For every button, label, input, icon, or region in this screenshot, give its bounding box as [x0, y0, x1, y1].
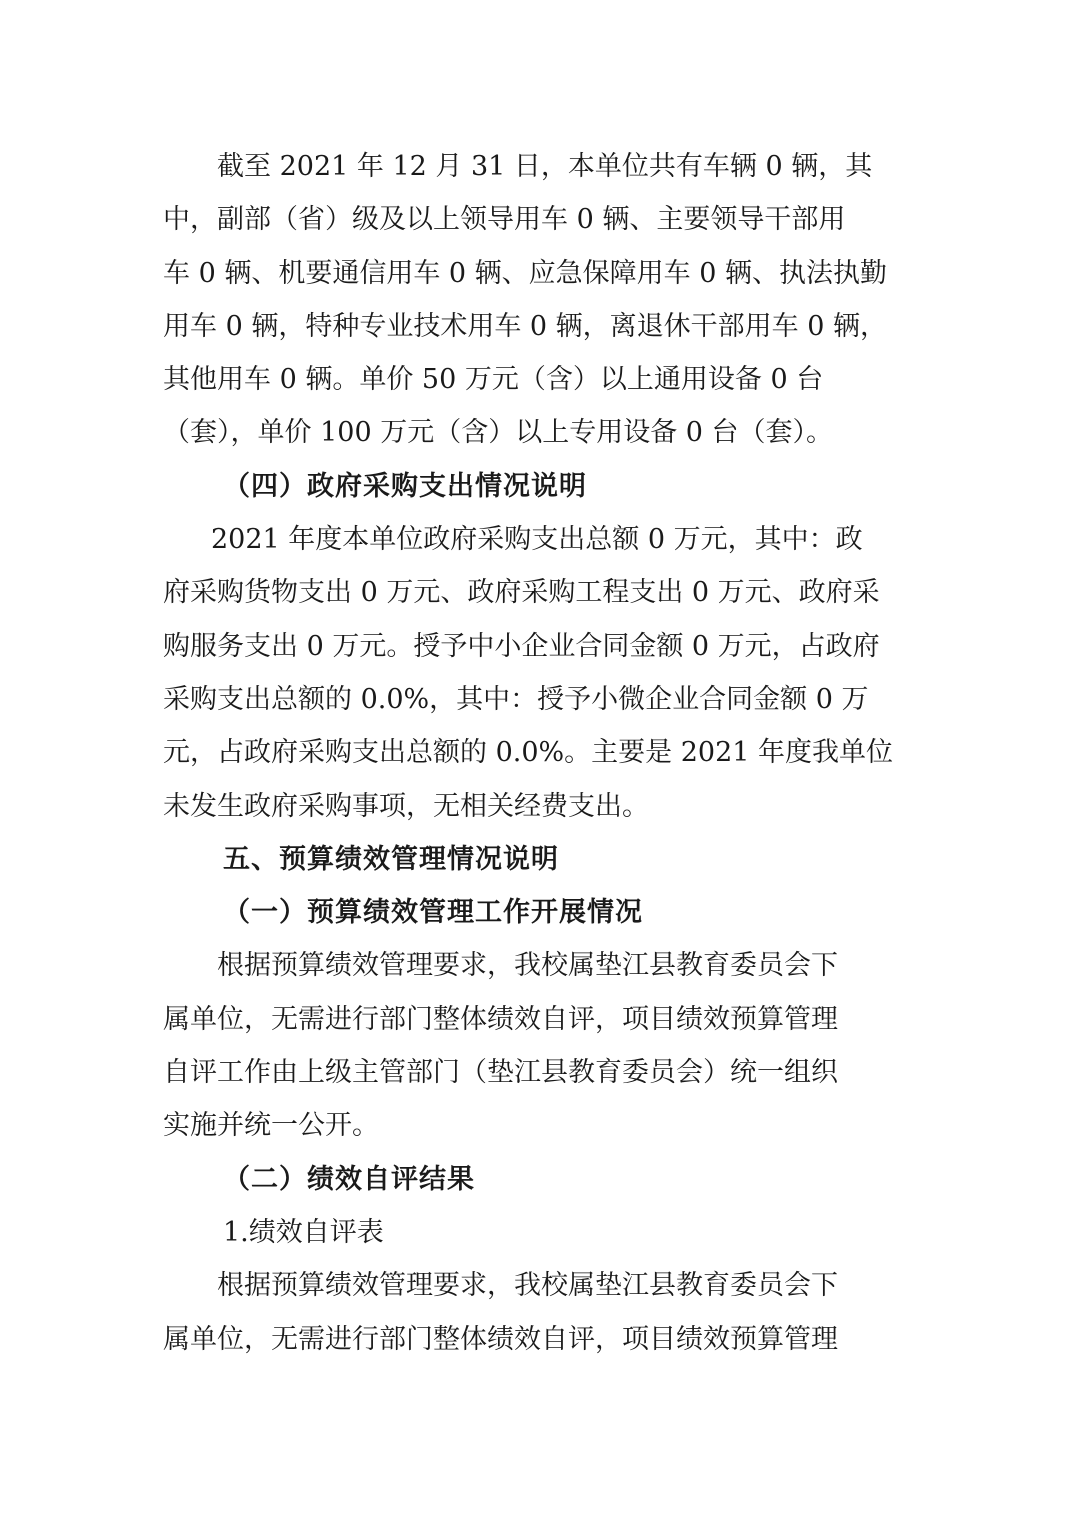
procurement-paragraph-line: 2021 年度本单位政府采购支出总额 0 万元，其中：政: [211, 524, 863, 556]
work-paragraph-line: 属单位，无需进行部门整体绩效自评，项目绩效预算管理: [163, 1003, 838, 1035]
work-paragraph-line: 根据预算绩效管理要求，我校属垫江县教育委员会下: [217, 950, 838, 982]
vehicles-paragraph-line: 截至 2021 年 12 月 31 日，本单位共有车辆 0 辆，其: [217, 151, 873, 182]
procurement-paragraph-line: 府采购货物支出 0 万元、政府采购工程支出 0 万元、政府采: [163, 577, 880, 609]
procurement-paragraph-line: 购服务支出 0 万元。授予中小企业合同金额 0 万元，占政府: [163, 630, 880, 662]
vehicles-paragraph-line: （套），单价 100 万元（含）以上专用设备 0 台（套）。: [163, 417, 834, 449]
work-paragraph-line: 自评工作由上级主管部门（垫江县教育委员会）统一组织: [163, 1057, 838, 1089]
heading-work: （一）预算绩效管理工作开展情况: [223, 897, 643, 929]
procurement-paragraph-line: 未发生政府采购事项，无相关经费支出。: [163, 790, 649, 822]
results-paragraph-line: 属单位，无需进行部门整体绩效自评，项目绩效预算管理: [163, 1323, 838, 1355]
procurement-paragraph-line: 元，占政府采购支出总额的 0.0%。主要是 2021 年度我单位: [163, 737, 894, 769]
vehicles-paragraph-line: 中，副部（省）级及以上领导用车 0 辆、主要领导干部用: [163, 204, 846, 236]
document-body: [163, 140, 913, 1366]
procurement-paragraph-line: 采购支出总额的 0.0%，其中：授予小微企业合同金额 0 万: [163, 683, 869, 715]
heading-results: （二）绩效自评结果: [223, 1163, 475, 1195]
work-paragraph-line: 实施并统一公开。: [163, 1110, 379, 1142]
vehicles-paragraph-line: 其他用车 0 辆。单价 50 万元（含）以上通用设备 0 台: [163, 364, 824, 396]
subheading-table: 1.绩效自评表: [223, 1216, 384, 1248]
heading-section-5: 五、预算绩效管理情况说明: [223, 843, 559, 875]
heading-procurement: （四）政府采购支出情况说明: [223, 470, 587, 502]
results-paragraph-line: 根据预算绩效管理要求，我校属垫江县教育委员会下: [217, 1270, 838, 1302]
vehicles-paragraph-line: 用车 0 辆，特种专业技术用车 0 辆，离退休干部用车 0 辆，: [163, 310, 888, 342]
vehicles-paragraph-line: 车 0 辆、机要通信用车 0 辆、应急保障用车 0 辆、执法执勤: [163, 257, 888, 289]
